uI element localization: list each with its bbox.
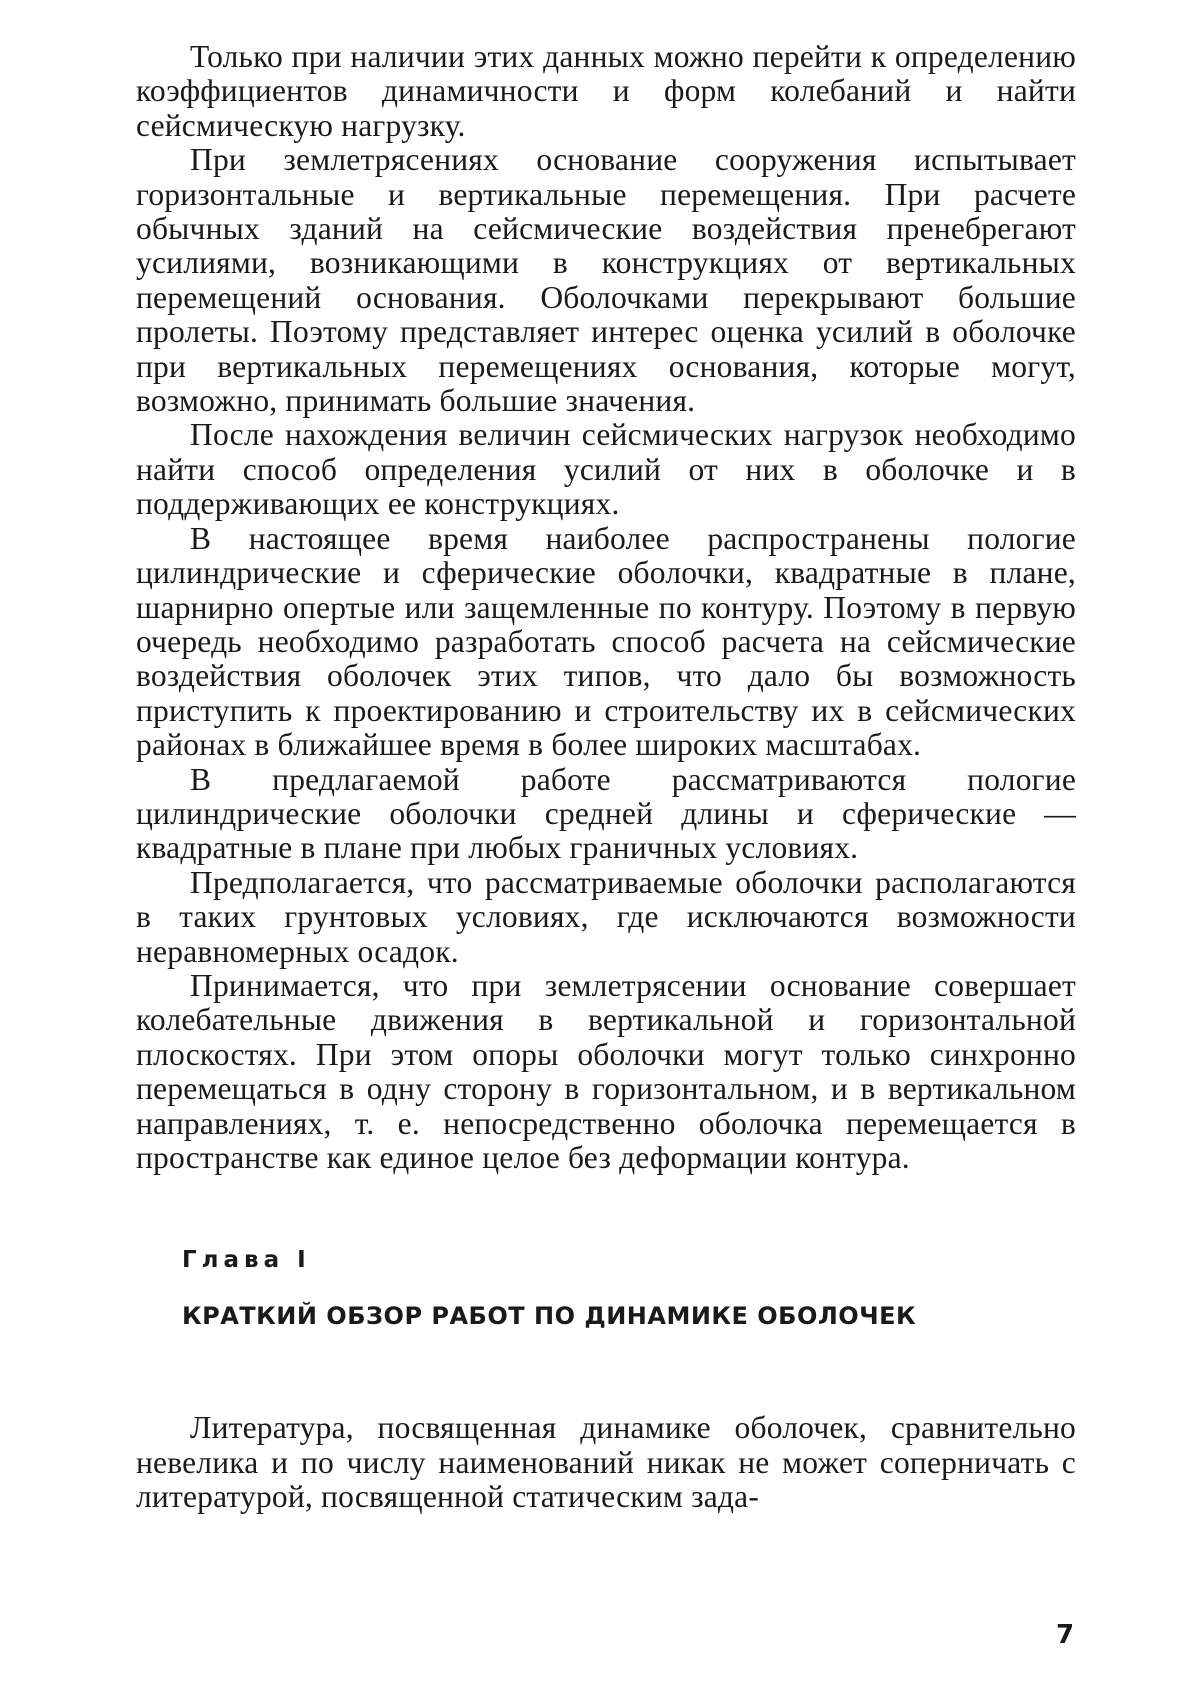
paragraph-3: После нахождения величин сейсмических нагрузок необходимо найти способ определения усилий от них в оболочке и в поддерживающих ее конструкциях. [136,417,1076,522]
page-number: 7 [1056,1620,1075,1650]
paragraph-7: Принимается, что при землетрясении основание совершает колебательные движения в вертикальной и горизонтальной плоскостях. При этом опоры оболочки могут только синхронно перемещаться в одну сторону в горизонтальном, и в вертикальном направлениях, т. е. непосредственно оболочка перемещается в пространстве как единое целое без деформации контура. [136,967,1076,1175]
page-body [136,40,1076,1515]
paragraph-2: При землетрясениях основание сооружения испытывает горизонтальные и вертикальные перемещения. При расчете обычных зданий на сейсмические воздействия пренебрегают усилиями, возникающими в конструкциях от вертикальных перемещений основания. Оболочками перекрывают большие пролеты. Поэтому представляет интерес оценка усилий в оболочке при вертикальных перемещениях основания, которые могут, возможно, принимать большие значения. [136,142,1076,419]
paragraph-1: Только при наличии этих данных можно перейти к определению коэффициентов динамичности и форм колебаний и найти сейсмическую нагрузку. [136,39,1076,143]
paragraph-4: В настоящее время наиболее распространены пологие цилиндрические и сферические оболочки, квадратные в плане, шарнирно опертые или защемленные по контуру. Поэтому в первую очередь необходимо разработать способ расчета на сейсмические воздействия оболочек этих типов, что дало бы возможность приступить к проектированию и строительству их в сейсмических районах в ближайшее время в более широких масштабах. [136,520,1076,763]
paragraph-6: Предполагается, что рассматриваемые оболочки располагаются в таких грунтовых условиях, где исключаются возможности неравномерных осадок. [136,864,1076,969]
chapter-title: КРАТКИЙ ОБЗОР РАБОТ ПО ДИНАМИКЕ ОБОЛОЧЕК [182,1302,917,1331]
paragraph-8: Литература, посвященная динамике оболочек, сравнительно невелика и по числу наименований никак не может соперничать с литературой, посвященной статическим зада- [136,1410,1076,1515]
chapter-text [136,1411,1076,1514]
paragraph-5: В предлагаемой работе рассматриваются пологие цилиндрические оболочки средней длины и сферические — квадратные в плане при любых граничных условиях. [136,761,1076,866]
chapter-heading [182,1245,1076,1331]
chapter-label: Глава I [182,1247,311,1274]
